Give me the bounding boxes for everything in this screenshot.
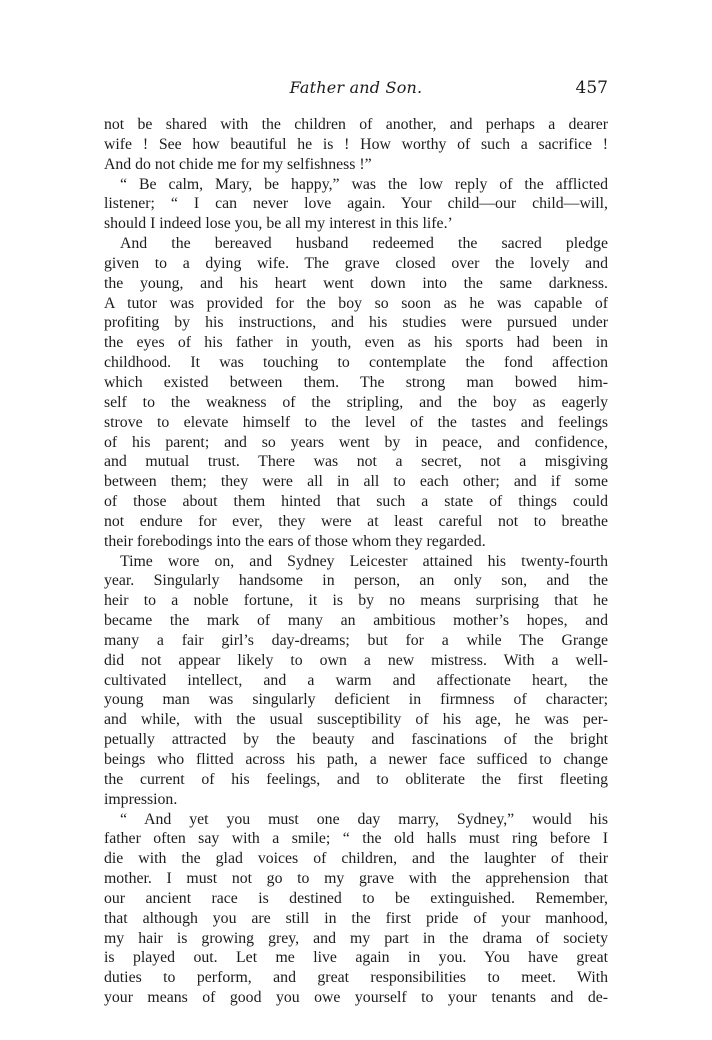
text-line: the young, and his heart went down into the same darkness. — [104, 274, 608, 292]
text-line: self to the weakness of the stripling, and the boy as eagerly — [104, 393, 608, 411]
text-line: their forebodings into the ears of those whom they regarded. — [104, 532, 486, 550]
text-line: should I indeed lose you, be all my interest in this life.’ — [104, 215, 453, 233]
text-line: not endure for ever, they were at least careful not to breathe — [104, 512, 608, 530]
text-line: did not appear likely to own a new mistress. With a well- — [104, 651, 608, 669]
text-line: cultivated intellect, and a warm and affectionate heart, the — [104, 671, 608, 689]
text-line: given to a dying wife. The grave closed over the lovely and — [104, 254, 608, 272]
text-line: listener; “ I can never love again. Your child—our child—will, — [104, 195, 608, 213]
text-line: and while, with the usual susceptibility of his age, he was per- — [104, 711, 608, 729]
text-line: and mutual trust. There was not a secret, not a misgiving — [104, 453, 608, 471]
text-line: petually attracted by the beauty and fascinations of the bright — [104, 731, 608, 749]
text-line: is played out. Let me live again in you. You have great — [104, 949, 608, 967]
text-line: between them; they were all in all to each other; and if some — [104, 473, 608, 491]
text-line: “ And yet you must one day marry, Sydney,” would his — [120, 810, 608, 828]
text-line: our ancient race is destined to be extinguished. Remember, — [104, 889, 608, 907]
text-line: heir to a noble fortune, it is by no means surprising that he — [104, 592, 608, 610]
text-line: profiting by his instructions, and his studies were pursued under — [104, 314, 608, 332]
text-line: young man was singularly deficient in firmness of character; — [104, 691, 608, 709]
text-line: became the mark of many an ambitious mother’s hopes, and — [104, 612, 608, 630]
text-line: beings who flitted across his path, a newer face sufficed to change — [104, 751, 608, 768]
text-line: my hair is growing grey, and my part in the drama of society — [104, 929, 608, 947]
text-line: not be shared with the children of another, and perhaps a dearer — [104, 116, 608, 133]
text-line: “ Be calm, Mary, be happy,” was the low reply of the afflicted — [120, 175, 608, 193]
text-line: A tutor was provided for the boy so soon as he was capable of — [104, 294, 608, 312]
text-line: childhood. It was touching to contemplate the fond affection — [104, 354, 608, 372]
text-line: the eyes of his father in youth, even as his sports had been in — [104, 334, 608, 352]
text-line: your means of good you owe yourself to your tenants and de- — [104, 989, 608, 1007]
text-line: the current of his feelings, and to obliterate the first fleeting — [104, 770, 608, 788]
body-text — [104, 115, 608, 1008]
text-line: of those about them hinted that such a state of things could — [104, 493, 608, 511]
text-line: of his parent; and so years went by in peace, and confidence, — [104, 433, 608, 451]
text-line: mother. I must not go to my grave with the apprehension that — [104, 870, 608, 888]
text-line: many a fair girl’s day-dreams; but for a while The Grange — [104, 631, 608, 649]
running-title: Father and Son. — [289, 78, 423, 97]
text-line: impression. — [104, 790, 178, 808]
text-line: And the bereaved husband redeemed the sacred pledge — [120, 235, 608, 253]
text-line: strove to elevate himself to the level of the tastes and feelings — [104, 413, 608, 431]
text-line: Time wore on, and Sydney Leicester attained his twenty-fourth — [120, 552, 608, 570]
text-line: year. Singularly handsome in person, an only son, and the — [104, 572, 608, 590]
text-line: that although you are still in the first pride of your manhood, — [104, 909, 608, 927]
text-line: And do not chide me for my selfishness !” — [104, 155, 372, 173]
text-line: duties to perform, and great responsibilities to meet. With — [104, 969, 608, 987]
page-number: 457 — [575, 78, 608, 98]
page-header — [104, 78, 608, 102]
text-line: which existed between them. The strong man bowed him- — [104, 373, 608, 391]
text-line: die with the glad voices of children, and the laughter of their — [104, 850, 608, 868]
text-line: wife ! See how beautiful he is ! How worthy of such a sacrifice ! — [104, 135, 608, 153]
text-line: father often say with a smile; “ the old halls must ring before I — [104, 830, 608, 848]
